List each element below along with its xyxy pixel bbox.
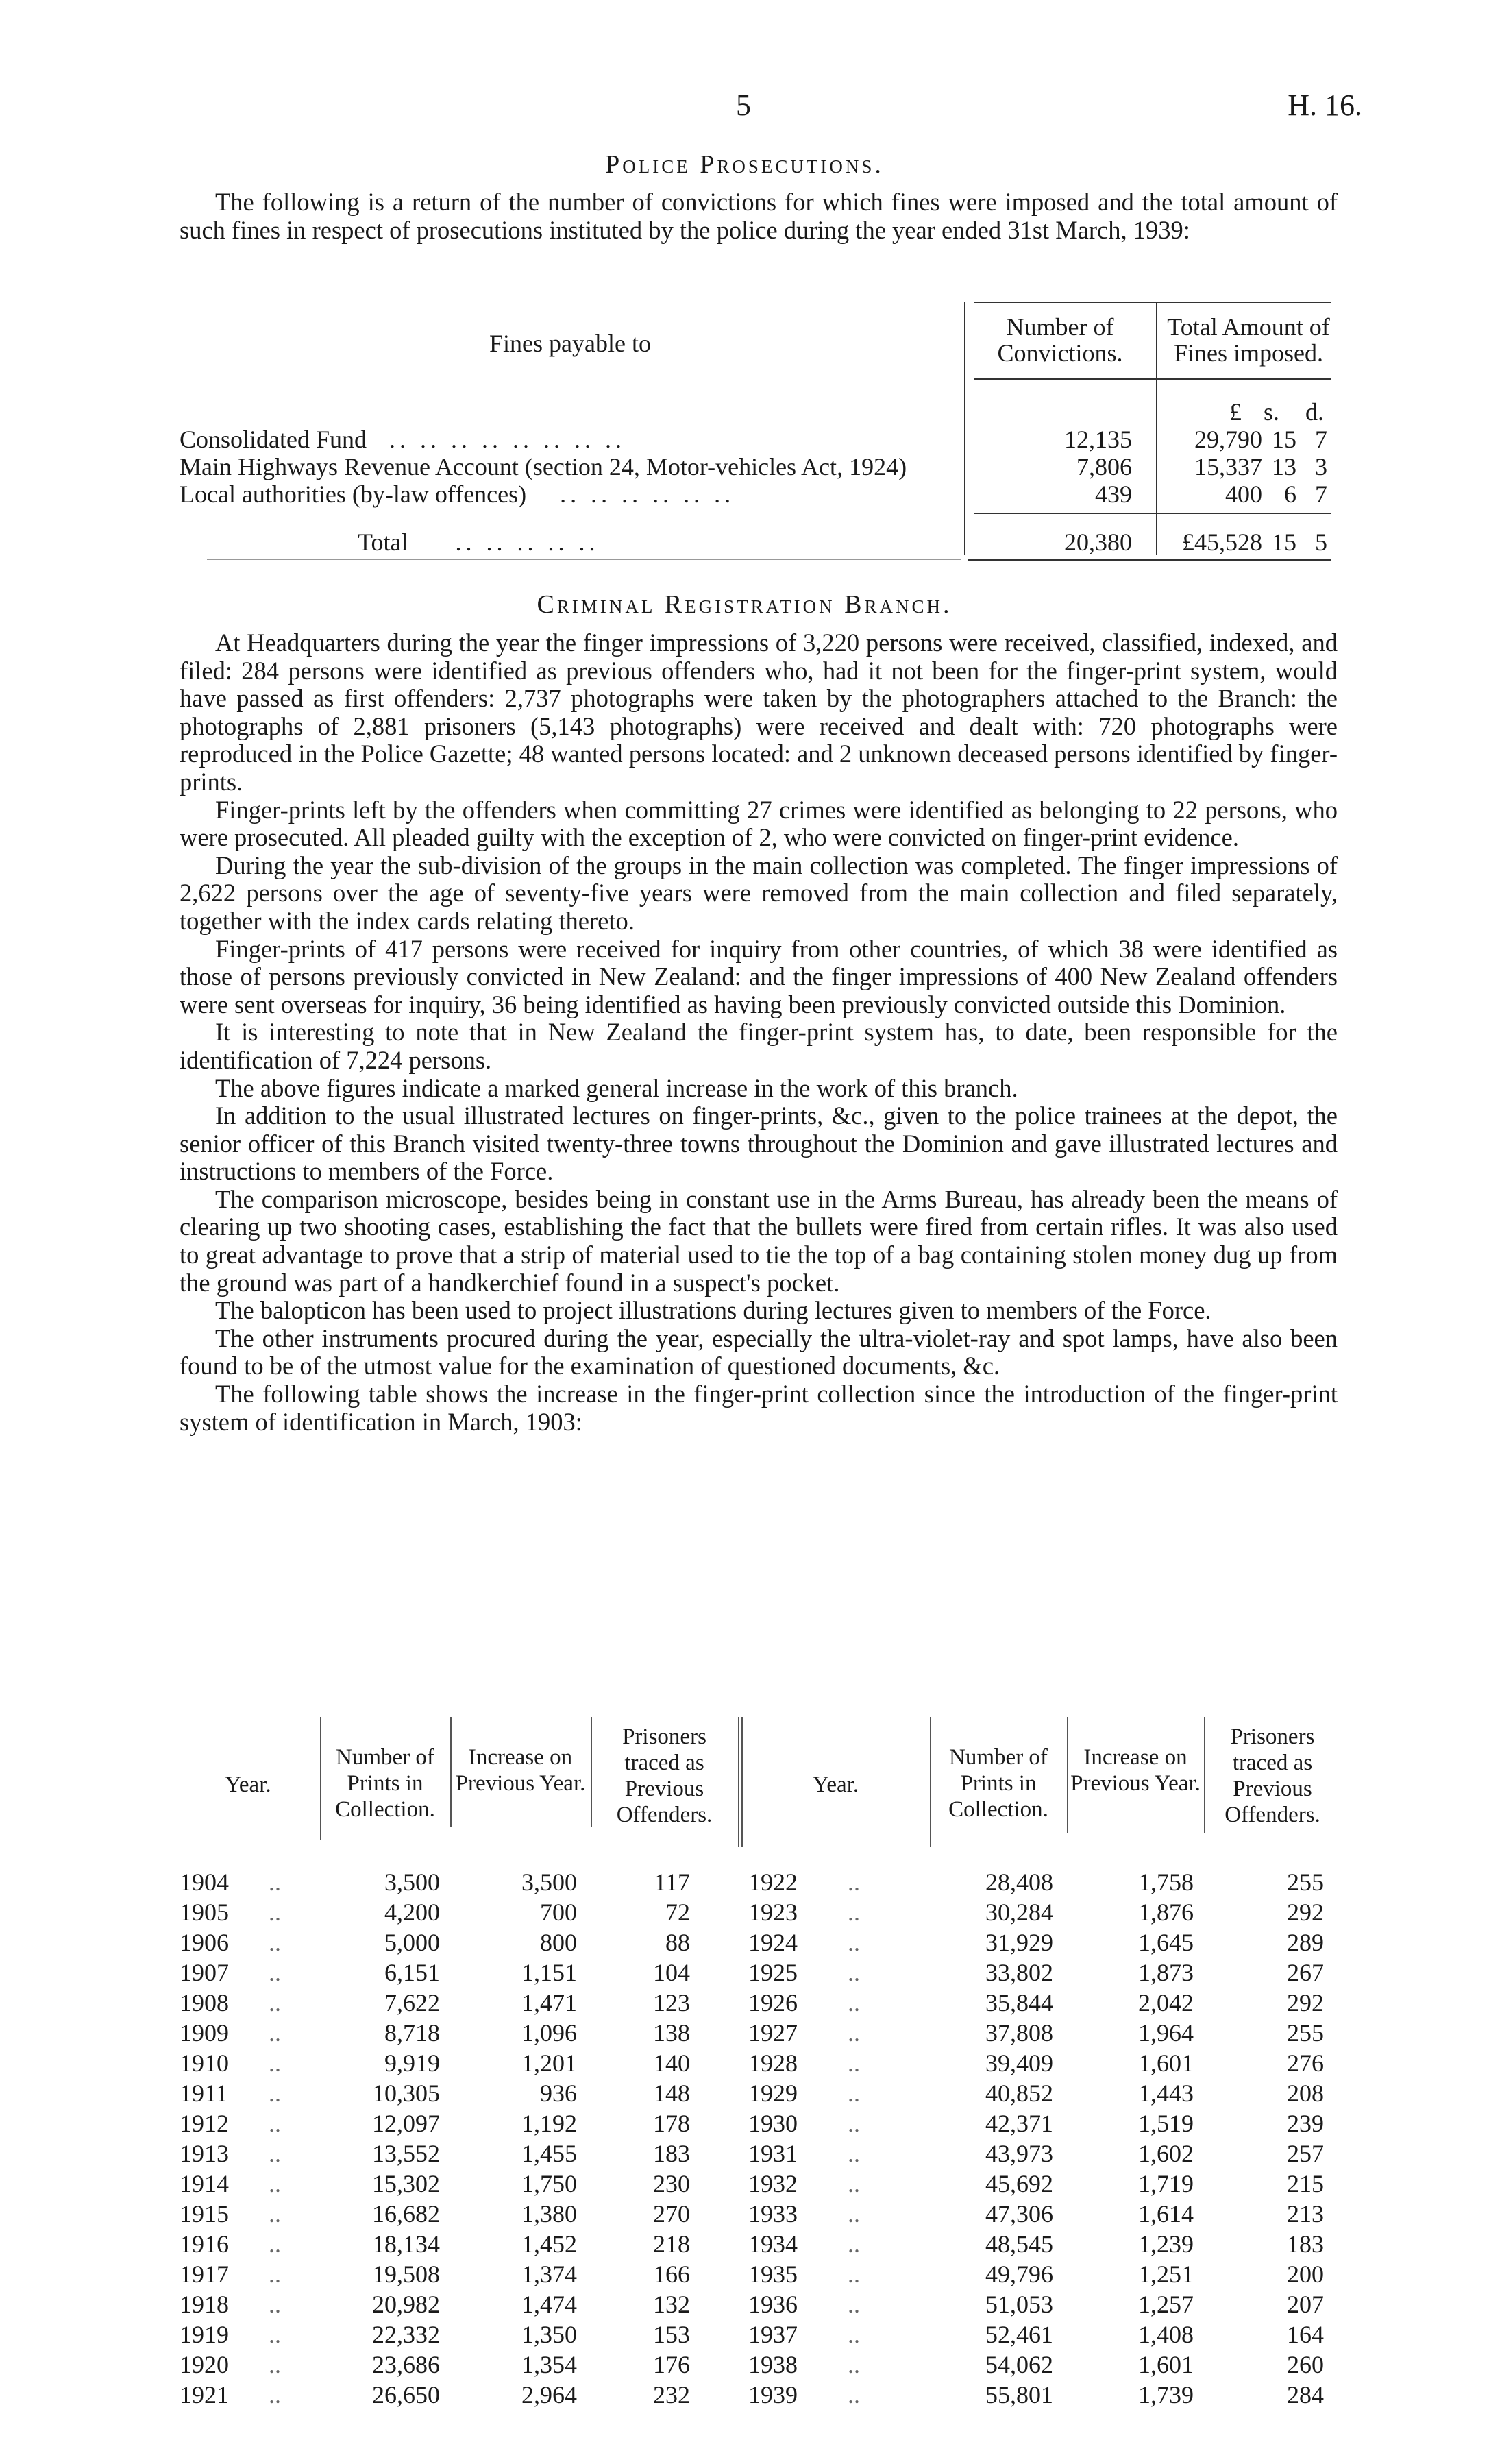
left-prints-cell: 10,305: [372, 2079, 440, 2107]
leader-dots: ..: [269, 2170, 281, 2197]
right-prints-cell: 45,692: [985, 2170, 1053, 2197]
left-increase-cell: 1,354: [521, 2351, 577, 2378]
left-year-cell: 1921: [180, 2381, 229, 2408]
left-prints-cell: 13,552: [372, 2140, 440, 2167]
right-prints-cell: 43,973: [985, 2140, 1053, 2167]
right-increase-cell: 1,758: [1138, 1868, 1194, 1896]
left-prisoners-cell: 270: [653, 2200, 690, 2228]
left-prisoners-cell: 72: [665, 1899, 690, 1926]
right-year-cell: 1937: [748, 2321, 798, 2348]
table-row: [180, 2201, 1338, 2227]
left-year-cell: 1912: [180, 2110, 229, 2137]
left-prints-cell: 26,650: [372, 2381, 440, 2408]
left-prisoners-cell: 148: [653, 2079, 690, 2107]
criminal-registration-heading: Criminal Registration Branch.: [537, 590, 952, 619]
column-rule: [930, 1717, 931, 1847]
fines-row-label: [180, 425, 626, 454]
right-prints-cell: 33,802: [985, 1959, 1053, 1986]
right-prints-cell: 42,371: [985, 2110, 1053, 2137]
column-rule: [450, 1717, 452, 1827]
right-prints-cell: 30,284: [985, 1899, 1053, 1926]
leader-dots: ..: [848, 2230, 860, 2258]
left-year-cell: 1920: [180, 2351, 229, 2378]
table-row: [180, 1990, 1338, 2016]
table-rule: [1156, 302, 1157, 555]
column-rule: [1067, 1717, 1068, 1833]
table-row: [180, 1869, 1338, 1895]
criminal-paragraph: It is interesting to note that in New Zealand the finger-print system has, to date, been responsible for the identification of 7,224 persons.: [180, 1018, 1338, 1074]
left-year-cell: 1911: [180, 2079, 228, 2107]
left-prisoners-cell: 232: [653, 2381, 690, 2408]
police-prosecutions-heading: Police Prosecutions.: [605, 150, 884, 179]
fines-number: 12,135: [1064, 426, 1132, 453]
left-prisoners-cell: 140: [653, 2049, 690, 2077]
left-prints-cell: 8,718: [384, 2019, 440, 2047]
column-rule: [738, 1717, 739, 1847]
left-year-cell: 1906: [180, 1929, 229, 1956]
left-col-header-prisoners: Prisoners traced as Previous Offenders.: [616, 1724, 713, 1827]
fines-total-row: [358, 528, 599, 557]
left-increase-cell: 700: [540, 1899, 577, 1926]
right-prisoners-cell: 255: [1287, 2019, 1324, 2047]
criminal-paragraph: In addition to the usual illustrated lectures on finger-prints, &c., given to the police trainees at the depot, the senior officer of this Branch visited twenty-three towns throughout the Dominion and gave illustrated lectures and instructions to members of the Force.: [180, 1101, 1338, 1186]
right-prints-cell: 48,545: [985, 2230, 1053, 2258]
right-col-header-year: Year.: [812, 1772, 859, 1797]
fines-pence: 7: [1315, 426, 1327, 453]
left-prisoners-cell: 230: [653, 2170, 690, 2197]
right-prisoners-cell: 208: [1287, 2079, 1324, 2107]
fines-pence: 3: [1315, 453, 1327, 480]
criminal-paragraph: Finger-prints of 417 persons were received for inquiry from other countries, of which 38 were identified as those of persons previously convicted in New Zealand: and the finger impressions of 400 New Zealand offenders were sent overseas for inquiry, 36 being identified as having been previously convicted outside this Dominion.: [180, 934, 1338, 1018]
fines-number: 439: [1095, 480, 1132, 508]
leader-dots: ..: [848, 1989, 860, 2016]
leader-dots: .. .. .. .. ..: [455, 528, 600, 556]
right-increase-cell: 1,614: [1138, 2200, 1194, 2228]
right-prints-cell: 55,801: [985, 2381, 1053, 2408]
left-prisoners-cell: 123: [653, 1989, 690, 2016]
right-prints-cell: 49,796: [985, 2260, 1053, 2288]
leader-dots: ..: [848, 1959, 860, 1986]
left-increase-cell: 1,455: [521, 2140, 577, 2167]
right-prints-cell: 47,306: [985, 2200, 1053, 2228]
right-year-cell: 1939: [748, 2381, 798, 2408]
left-col-header-increase: Increase on Previous Year.: [455, 1745, 586, 1796]
right-prisoners-cell: 292: [1287, 1989, 1324, 2016]
right-increase-cell: 1,602: [1138, 2140, 1194, 2167]
right-increase-cell: 1,876: [1138, 1899, 1194, 1926]
right-increase-cell: 1,601: [1138, 2351, 1194, 2378]
right-year-cell: 1932: [748, 2170, 798, 2197]
leader-dots: ..: [269, 2110, 281, 2137]
left-increase-cell: 2,964: [521, 2381, 577, 2408]
left-prisoners-cell: 104: [653, 1959, 690, 1986]
left-prints-cell: 22,332: [372, 2321, 440, 2348]
right-year-cell: 1938: [748, 2351, 798, 2378]
leader-dots: ..: [269, 2049, 281, 2077]
leader-dots: ..: [848, 1929, 860, 1956]
left-prints-cell: 9,919: [384, 2049, 440, 2077]
right-increase-cell: 1,239: [1138, 2230, 1194, 2258]
table-row: [180, 2382, 1338, 2408]
right-year-cell: 1923: [748, 1899, 798, 1926]
table-rule: [974, 513, 1331, 514]
col-header-number: Number of Convictions.: [997, 313, 1123, 367]
table-row: [180, 1960, 1338, 1986]
leader-dots: .. .. .. .. .. .. .. ..: [389, 426, 626, 453]
currency-pounds: £: [1229, 398, 1242, 426]
table-row: [180, 1929, 1338, 1955]
left-prisoners-cell: 117: [654, 1868, 690, 1896]
table-row: [180, 2291, 1338, 2317]
right-increase-cell: 1,257: [1138, 2291, 1194, 2318]
left-prints-cell: 12,097: [372, 2110, 440, 2137]
left-prints-cell: 6,151: [384, 1959, 440, 1986]
left-prints-cell: 20,982: [372, 2291, 440, 2318]
left-year-cell: 1910: [180, 2049, 229, 2077]
criminal-paragraph: Finger-prints left by the offenders when committing 27 crimes were identified as belonging to 22 persons, who were prosecuted. All pleaded guilty with the exception of 2, who were convicted on finger-print evidence.: [180, 795, 1338, 852]
leader-dots: ..: [848, 2170, 860, 2197]
leader-dots: ..: [269, 2291, 281, 2318]
fines-shillings: 15: [1272, 426, 1296, 453]
fines-total-pence: 5: [1315, 528, 1327, 556]
left-year-cell: 1909: [180, 2019, 229, 2047]
right-increase-cell: 2,042: [1138, 1989, 1194, 2016]
left-prisoners-cell: 176: [653, 2351, 690, 2378]
table-row: [180, 2140, 1338, 2167]
left-prints-cell: 23,686: [372, 2351, 440, 2378]
leader-dots: .. .. .. .. .. ..: [560, 480, 735, 508]
police-intro: [180, 188, 1338, 244]
leader-dots: ..: [848, 2140, 860, 2167]
leader-dots: ..: [269, 1868, 281, 1896]
left-prisoners-cell: 132: [653, 2291, 690, 2318]
right-year-cell: 1934: [748, 2230, 798, 2258]
right-prisoners-cell: 260: [1287, 2351, 1324, 2378]
leader-dots: ..: [848, 1868, 860, 1896]
right-year-cell: 1927: [748, 2019, 798, 2047]
table-row: [180, 2110, 1338, 2136]
right-increase-cell: 1,964: [1138, 2019, 1194, 2047]
table-rule: [207, 559, 961, 560]
col-header-payable: Fines payable to: [489, 330, 651, 357]
left-increase-cell: 1,151: [521, 1959, 577, 1986]
right-prisoners-cell: 207: [1287, 2291, 1324, 2318]
left-prisoners-cell: 183: [653, 2140, 690, 2167]
leader-dots: ..: [269, 2079, 281, 2107]
fines-total-number: 20,380: [1064, 528, 1132, 556]
right-increase-cell: 1,408: [1138, 2321, 1194, 2348]
fines-pounds: 15,337: [1194, 453, 1262, 480]
right-year-cell: 1928: [748, 2049, 798, 2077]
left-increase-cell: 800: [540, 1929, 577, 1956]
right-increase-cell: 1,601: [1138, 2049, 1194, 2077]
leader-dots: ..: [848, 1899, 860, 1926]
left-year-cell: 1916: [180, 2230, 229, 2258]
left-prints-cell: 16,682: [372, 2200, 440, 2228]
left-prisoners-cell: 178: [653, 2110, 690, 2137]
table-row: [180, 2352, 1338, 2378]
fines-table: [180, 302, 1338, 583]
left-increase-cell: 1,192: [521, 2110, 577, 2137]
left-increase-cell: 1,452: [521, 2230, 577, 2258]
table-row: [180, 2080, 1338, 2106]
left-year-cell: 1918: [180, 2291, 229, 2318]
leader-dots: ..: [848, 2351, 860, 2378]
right-prints-cell: 52,461: [985, 2321, 1053, 2348]
column-rule: [320, 1717, 321, 1840]
criminal-paragraph: The balopticon has been used to project illustrations during lectures given to members of the Force.: [215, 1296, 1211, 1325]
leader-dots: ..: [269, 2230, 281, 2258]
leader-dots: ..: [269, 2381, 281, 2408]
right-year-cell: 1936: [748, 2291, 798, 2318]
leader-dots: ..: [848, 2381, 860, 2408]
left-prisoners-cell: 138: [653, 2019, 690, 2047]
left-year-cell: 1914: [180, 2170, 229, 2197]
right-prints-cell: 28,408: [985, 1868, 1053, 1896]
right-year-cell: 1930: [748, 2110, 798, 2137]
right-prisoners-cell: 213: [1287, 2200, 1324, 2228]
right-prints-cell: 51,053: [985, 2291, 1053, 2318]
table-rule: [964, 302, 965, 555]
table-row: [180, 1899, 1338, 1925]
page-number: 5: [736, 88, 751, 122]
leader-dots: ..: [269, 2200, 281, 2228]
right-prints-cell: 31,929: [985, 1929, 1053, 1956]
leader-dots: ..: [848, 2321, 860, 2348]
table-rule: [974, 302, 1331, 303]
right-prisoners-cell: 276: [1287, 2049, 1324, 2077]
right-prisoners-cell: 289: [1287, 1929, 1324, 1956]
left-year-cell: 1919: [180, 2321, 229, 2348]
leader-dots: ..: [269, 2321, 281, 2348]
fines-pence: 7: [1315, 480, 1327, 508]
right-increase-cell: 1,519: [1138, 2110, 1194, 2137]
left-prints-cell: 19,508: [372, 2260, 440, 2288]
fines-label: Consolidated Fund: [180, 426, 367, 453]
fines-row-label: [180, 480, 735, 509]
criminal-paragraph: The following table shows the increase in the finger-print collection since the introduction of the finger-print system of identification in March, 1903:: [180, 1380, 1338, 1436]
leader-dots: ..: [269, 2140, 281, 2167]
right-prisoners-cell: 257: [1287, 2140, 1324, 2167]
column-rule: [591, 1717, 592, 1827]
criminal-paragraph: The other instruments procured during the year, especially the ultra-violet-ray and spot lamps, have also been found to be of the utmost value for the examination of questioned documents, &c.: [180, 1324, 1338, 1380]
left-prints-cell: 5,000: [384, 1929, 440, 1956]
leader-dots: ..: [269, 1989, 281, 2016]
left-prisoners-cell: 166: [653, 2260, 690, 2288]
right-prints-cell: 35,844: [985, 1989, 1053, 2016]
left-col-header-prints: Number of Prints in Collection.: [335, 1745, 435, 1822]
left-increase-cell: 1,474: [521, 2291, 577, 2318]
left-prints-cell: 4,200: [384, 1899, 440, 1926]
leader-dots: ..: [848, 2049, 860, 2077]
column-rule: [741, 1717, 743, 1847]
left-year-cell: 1917: [180, 2260, 229, 2288]
fines-shillings: 13: [1272, 453, 1296, 480]
right-year-cell: 1922: [748, 1868, 798, 1896]
fines-total-pounds: £45,528: [1182, 528, 1262, 556]
right-col-header-prints: Number of Prints in Collection.: [948, 1745, 1048, 1822]
leader-dots: ..: [848, 2110, 860, 2137]
left-increase-cell: 1,471: [521, 1989, 577, 2016]
left-increase-cell: 3,500: [521, 1868, 577, 1896]
left-prints-cell: 15,302: [372, 2170, 440, 2197]
right-prisoners-cell: 255: [1287, 1868, 1324, 1896]
left-year-cell: 1905: [180, 1899, 229, 1926]
right-prisoners-cell: 239: [1287, 2110, 1324, 2137]
fines-shillings: 6: [1284, 480, 1296, 508]
currency-pence: d.: [1305, 398, 1324, 426]
fines-row-label: [180, 452, 907, 481]
right-increase-cell: 1,645: [1138, 1929, 1194, 1956]
right-prints-cell: 39,409: [985, 2049, 1053, 2077]
left-prisoners-cell: 88: [665, 1929, 690, 1956]
police-intro-text: The following is a return of the number of convictions for which fines were imposed and the total amount of such fines in respect of prosecutions instituted by the police during the year ended 31st March, 1939:: [180, 188, 1338, 244]
right-year-cell: 1935: [748, 2260, 798, 2288]
fines-label: Main Highways Revenue Account (section 24, Motor-vehicles Act, 1924): [180, 453, 907, 480]
left-increase-cell: 1,374: [521, 2260, 577, 2288]
right-prisoners-cell: 200: [1287, 2260, 1324, 2288]
table-row: [180, 2261, 1338, 2287]
table-row: [180, 2171, 1338, 2197]
criminal-paragraph: The above figures indicate a marked general increase in the work of this branch.: [215, 1073, 1018, 1102]
table-row: [180, 2020, 1338, 2046]
left-increase-cell: 1,380: [521, 2200, 577, 2228]
criminal-paragraph: At Headquarters during the year the finger impressions of 3,220 persons were received, classified, indexed, and filed: 284 persons were identified as previous offenders who, had it not been for the finger-print system, would have passed as first offenders: 2,737 photographs were taken by the photographers attached to the Branch: the photographs of 2,881 prisoners (5,143 photographs) were received and dealt with: 720 photographs were reproduced in the Police Gazette; 48 wanted persons located: and 2 unknown deceased persons identified by finger-prints.: [180, 629, 1338, 796]
left-year-cell: 1908: [180, 1989, 229, 2016]
right-year-cell: 1924: [748, 1929, 798, 1956]
left-prisoners-cell: 153: [653, 2321, 690, 2348]
fines-total-shillings: 15: [1272, 528, 1296, 556]
left-prints-cell: 3,500: [384, 1868, 440, 1896]
left-col-header-year: Year.: [225, 1772, 271, 1797]
right-increase-cell: 1,873: [1138, 1959, 1194, 1986]
table-row: [180, 2050, 1338, 2076]
fines-pounds: 400: [1225, 480, 1262, 508]
leader-dots: ..: [269, 2019, 281, 2047]
left-year-cell: 1915: [180, 2200, 229, 2228]
right-prisoners-cell: 164: [1287, 2321, 1324, 2348]
right-col-header-prisoners: Prisoners traced as Previous Offenders.: [1225, 1724, 1320, 1827]
right-prints-cell: 40,852: [985, 2079, 1053, 2107]
left-increase-cell: 1,350: [521, 2321, 577, 2348]
fines-number: 7,806: [1076, 453, 1132, 480]
table-row: [180, 2321, 1338, 2347]
left-year-cell: 1913: [180, 2140, 229, 2167]
leader-dots: ..: [269, 1899, 281, 1926]
left-increase-cell: 1,750: [521, 2170, 577, 2197]
fines-pounds: 29,790: [1194, 426, 1262, 453]
leader-dots: ..: [848, 2019, 860, 2047]
left-prints-cell: 18,134: [372, 2230, 440, 2258]
right-prints-cell: 37,808: [985, 2019, 1053, 2047]
right-prints-cell: 54,062: [985, 2351, 1053, 2378]
leader-dots: ..: [269, 2260, 281, 2288]
right-year-cell: 1929: [748, 2079, 798, 2107]
leader-dots: ..: [848, 2200, 860, 2228]
left-increase-cell: 936: [540, 2079, 577, 2107]
right-year-cell: 1926: [748, 1989, 798, 2016]
column-rule: [1204, 1717, 1205, 1833]
leader-dots: ..: [848, 2079, 860, 2107]
fines-total-label: Total: [358, 528, 408, 556]
right-prisoners-cell: 215: [1287, 2170, 1324, 2197]
criminal-paragraph: The comparison microscope, besides being in constant use in the Arms Bureau, has already been the means of clearing up two shooting cases, establishing the fact that the bullets were fired from certain rifles. It was also used to great advantage to prove that a strip of material used to tie the top of a bag containing stolen money dug up from the ground was part of a handkerchief found in a suspect's pocket.: [180, 1184, 1338, 1297]
criminal-paragraph: During the year the sub-division of the groups in the main collection was completed. The finger impressions of 2,622 persons over the age of seventy-five years were removed from the main collection and filed separately, together with the index cards relating thereto.: [180, 851, 1338, 935]
right-increase-cell: 1,719: [1138, 2170, 1194, 2197]
criminal-body: [180, 629, 1338, 1436]
left-year-cell: 1904: [180, 1868, 229, 1896]
right-increase-cell: 1,739: [1138, 2381, 1194, 2408]
fines-label: Local authorities (by-law offences): [180, 480, 527, 508]
right-prisoners-cell: 267: [1287, 1959, 1324, 1986]
left-increase-cell: 1,201: [521, 2049, 577, 2077]
document-reference: H. 16.: [1288, 88, 1362, 122]
leader-dots: ..: [269, 1959, 281, 1986]
table-row: [180, 2231, 1338, 2257]
leader-dots: ..: [848, 2291, 860, 2318]
leader-dots: ..: [848, 2260, 860, 2288]
right-increase-cell: 1,251: [1138, 2260, 1194, 2288]
leader-dots: ..: [269, 1929, 281, 1956]
right-year-cell: 1933: [748, 2200, 798, 2228]
left-prisoners-cell: 218: [653, 2230, 690, 2258]
right-col-header-increase: Increase on Previous Year.: [1070, 1745, 1201, 1796]
leader-dots: ..: [269, 2351, 281, 2378]
currency-shillings: s.: [1263, 398, 1279, 426]
left-prints-cell: 7,622: [384, 1989, 440, 2016]
table-rule: [974, 378, 1331, 380]
right-prisoners-cell: 292: [1287, 1899, 1324, 1926]
right-prisoners-cell: 183: [1287, 2230, 1324, 2258]
col-header-total: Total Amount of Fines imposed.: [1167, 313, 1330, 367]
left-year-cell: 1907: [180, 1959, 229, 1986]
table-rule: [968, 559, 1331, 561]
right-year-cell: 1925: [748, 1959, 798, 1986]
right-year-cell: 1931: [748, 2140, 798, 2167]
right-increase-cell: 1,443: [1138, 2079, 1194, 2107]
right-prisoners-cell: 284: [1287, 2381, 1324, 2408]
left-increase-cell: 1,096: [521, 2019, 577, 2047]
collection-table: [180, 1717, 1338, 2464]
